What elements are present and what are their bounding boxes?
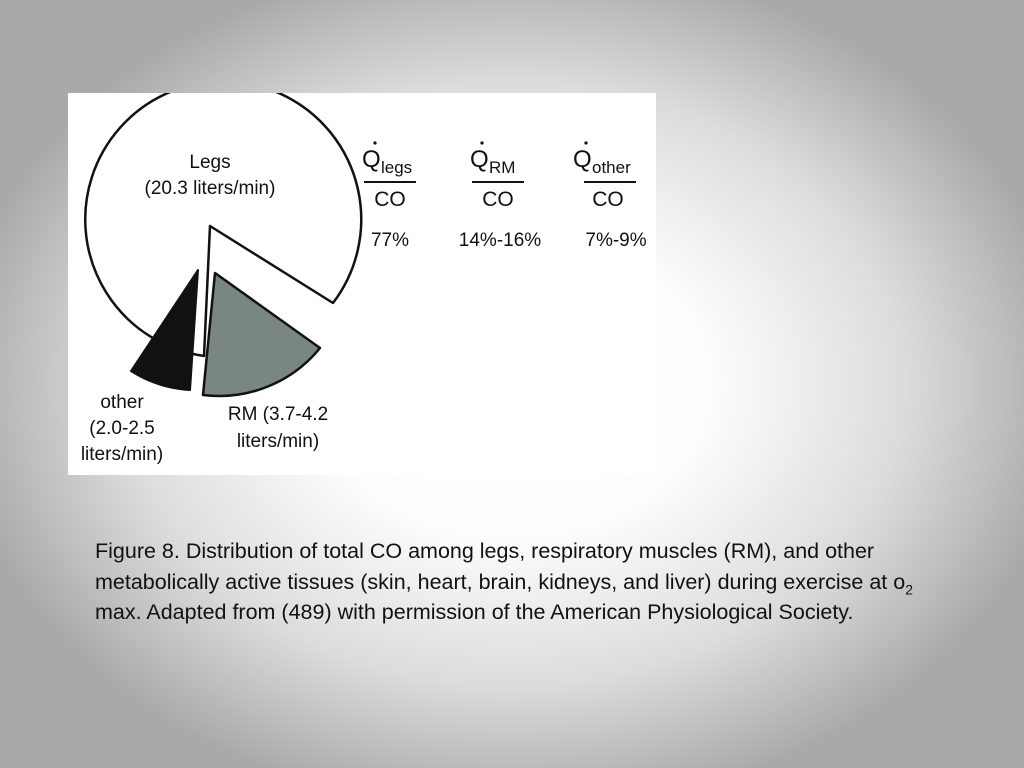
pie-slice-rm [203,273,320,396]
ratio-q: Q [573,146,592,173]
ratio-sub: RM [489,158,516,177]
rm-label: RM (3.7-4.2 [227,404,329,425]
other-value-label-2: liters/min) [80,444,164,465]
caption-subscript: 2 [905,580,913,597]
legs-value-label: (20.3 liters/min) [144,178,276,199]
ratio-den: CO [592,188,624,211]
pie-chart [68,93,656,475]
ratio-value: 77% [370,230,410,251]
rm-value-label: liters/min) [236,431,320,452]
other-value-label-1: (2.0-2.5 [89,418,155,439]
ratio-sub: other [592,158,631,177]
caption-text: Figure 8. Distribution of total CO among legs, respiratory muscles (RM), and other metabolically active tissues (skin, heart, brain, kidneys, and liver) during exercise at o [95,539,906,594]
ratio-value: 7%-9% [585,230,647,251]
ratio-sub: legs [381,158,413,177]
ratio-q: Q [470,146,489,173]
legs-label: Legs [189,152,231,173]
q-dot [584,141,587,144]
ratio-value: 14%-16% [458,230,542,251]
ratio-legs [362,141,416,251]
ratio-den: CO [374,188,406,211]
caption-text-end: max. Adapted from (489) with permission of the American Physiological Society. [95,600,854,624]
other-label: other [100,392,144,413]
q-dot [480,141,483,144]
ratio-rm [459,141,541,251]
q-dot [373,141,376,144]
ratio-den: CO [482,188,514,211]
ratio-q: Q [362,146,381,173]
ratio-other [573,141,647,251]
figure-caption [95,536,935,628]
figure-panel [68,93,656,475]
